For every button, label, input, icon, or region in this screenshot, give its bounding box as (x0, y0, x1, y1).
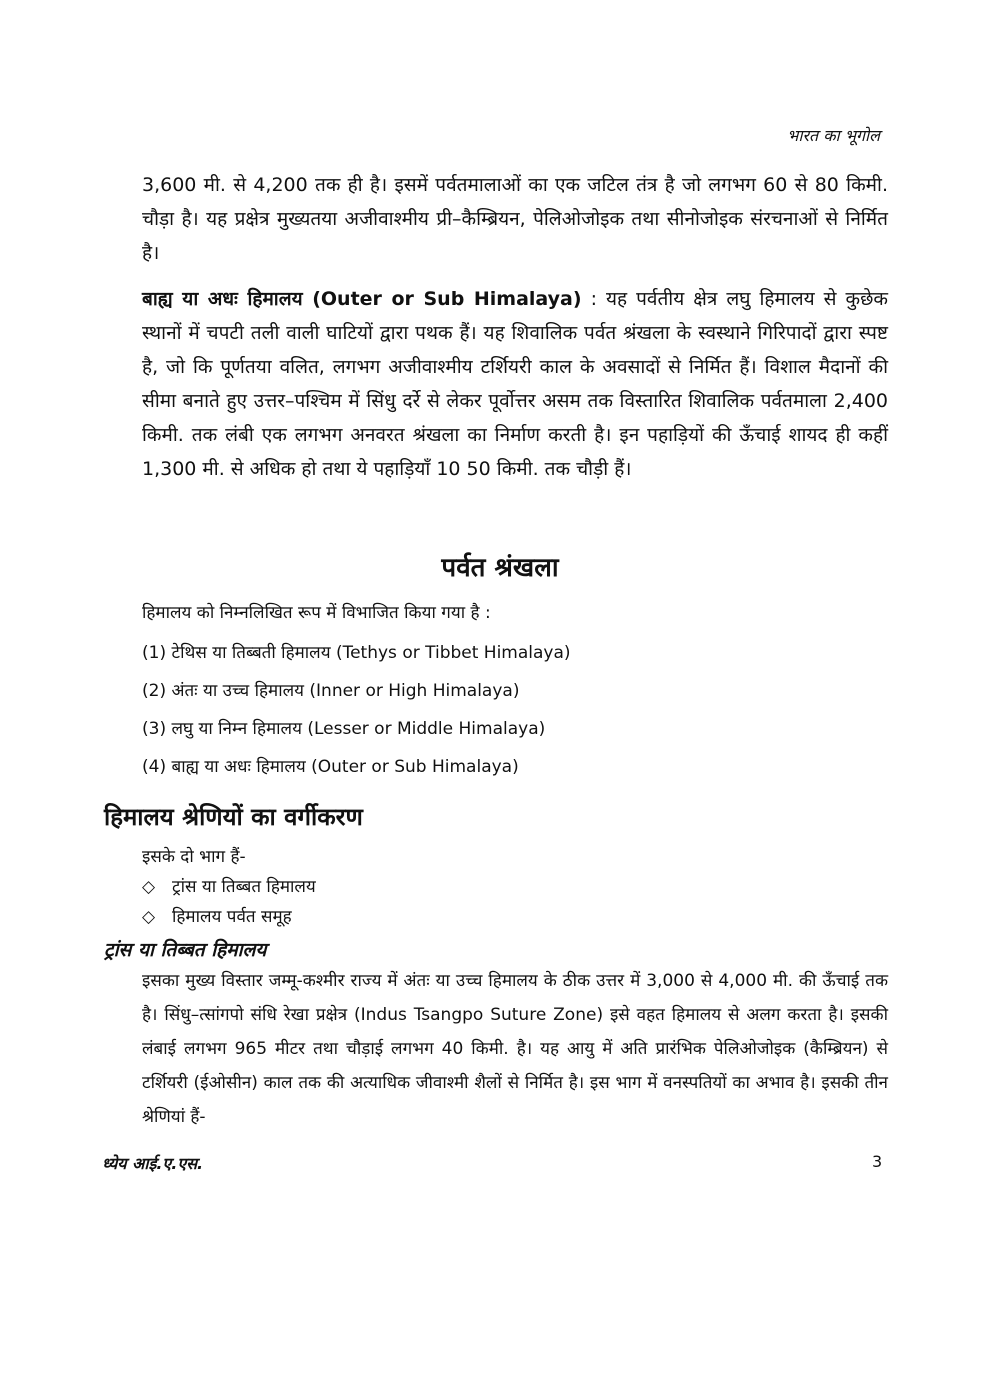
division-item (142, 640, 571, 663)
division-text: बाह्य या अधः हिमालय (Outer or Sub Himalaya) (171, 757, 519, 777)
outer-himalaya-text: : यह पर्वतीय क्षेत्र लघु हिमालय से कुछेक स्थानों में चपटी तली वाली घाटियों द्वारा पथक हैं। यह शिवालिक पर्वत श्रंखला के स्वस्थाने गिरिपादों द्वारा स्पष्ट है, जो कि पूर्णतया वलित, लगभग अजीवाश्मीय टर्शियरी काल के अवसादों से निर्मित हैं। विशाल मैदानों की सीमा बनाते हुए उत्तर–पश्चिम में सिंधु दर्रे से लेकर पूर्वोत्तर असम तक विस्तारित शिवालिक पर्वतमाला 2,400 किमी. तक लंबी एक लगभग अनवरत श्रंखला का निर्माण करती है। इन पहाड़ियों की ऊँचाई शायद ही कहीं 1,300 मी. से अधिक हो तथा ये पहाड़ियाँ 10 50 किमी. तक चौड़ी हैं। (142, 288, 889, 480)
list-item-text: ट्रांस या तिब्बत हिमालय (172, 877, 316, 897)
division-item (142, 678, 519, 701)
trans-himalaya-paragraph: इसका मुख्य विस्तार जम्मू-कश्मीर राज्य में अंतः या उच्च हिमालय के ठीक उत्तर में 3,000 से 4,000 मी. की ऊँचाई तक है। सिंधु–त्सांगपो संधि रेखा प्रक्षेत्र (Indus Tsangpo Suture Zone) इसे वहत हिमालय से अलग करता है। इसकी लंबाई लगभग 965 मीटर तथा चौड़ाई लगभग 40 किमी. है। यह आयु में अति प्रारंभिक पेलिओजोइक (कैम्ब्रियन) से टर्शियरी (ईओसीन) काल तक की अत्याधिक जीवाश्मी शैलों से निर्मित है। इस भाग में वनस्पतियों का अभाव है। इसकी तीन श्रेणियां हैं- (142, 971, 888, 1127)
intro-paragraph: 3,600 मी. से 4,200 तक ही है। इसमें पर्वतमालाओं का एक जटिल तंत्र है जो लगभग 60 से 80 किमी. चौड़ा है। यह प्रक्षेत्र मुख्यतया अजीवाश्मीय प्री–कैम्ब्रियन, पेलिओजोइक तथा सीनोजोइक संरचनाओं से निर्मित है। (142, 174, 888, 264)
running-header: भारत का भूगोल (787, 126, 880, 145)
division-number: (2) (142, 681, 167, 701)
page-number: 3 (872, 1152, 883, 1171)
classification-heading: हिमालय श्रेणियों का वर्गीकरण (104, 803, 363, 831)
division-intro: हिमालय को निम्नलिखित रूप में विभाजित किया गया है : (142, 603, 491, 623)
outer-himalaya-term: बाह्य या अधः हिमालय (Outer or Sub Himalaya) (142, 288, 582, 310)
publisher-footer: ध्येय आई.ए.एस. (102, 1154, 204, 1173)
division-item (142, 716, 545, 739)
list-item-text: हिमालय पर्वत समूह (172, 907, 292, 927)
division-number: (1) (142, 643, 167, 663)
division-number: (3) (142, 719, 167, 739)
division-text: लघु या निम्न हिमालय (Lesser or Middle Himalaya) (171, 719, 546, 739)
division-text: अंतः या उच्च हिमालय (Inner or High Himalaya) (171, 681, 520, 701)
classification-intro: इसके दो भाग हैं- (142, 847, 246, 867)
division-number: (4) (142, 757, 167, 777)
list-item (142, 902, 316, 932)
division-item (142, 754, 519, 777)
division-text: टेथिस या तिब्बती हिमालय (Tethys or Tibbet Himalaya) (171, 643, 571, 663)
outer-himalaya-paragraph (142, 282, 888, 486)
classification-list (142, 842, 316, 932)
diamond-bullet-icon: ◇ (142, 877, 156, 897)
diamond-bullet-icon: ◇ (142, 907, 156, 927)
section-title: पर्वत श्रंखला (441, 553, 559, 583)
list-item (142, 872, 316, 902)
trans-himalaya-heading: ट्रांस या तिब्बत हिमालय (104, 939, 267, 961)
